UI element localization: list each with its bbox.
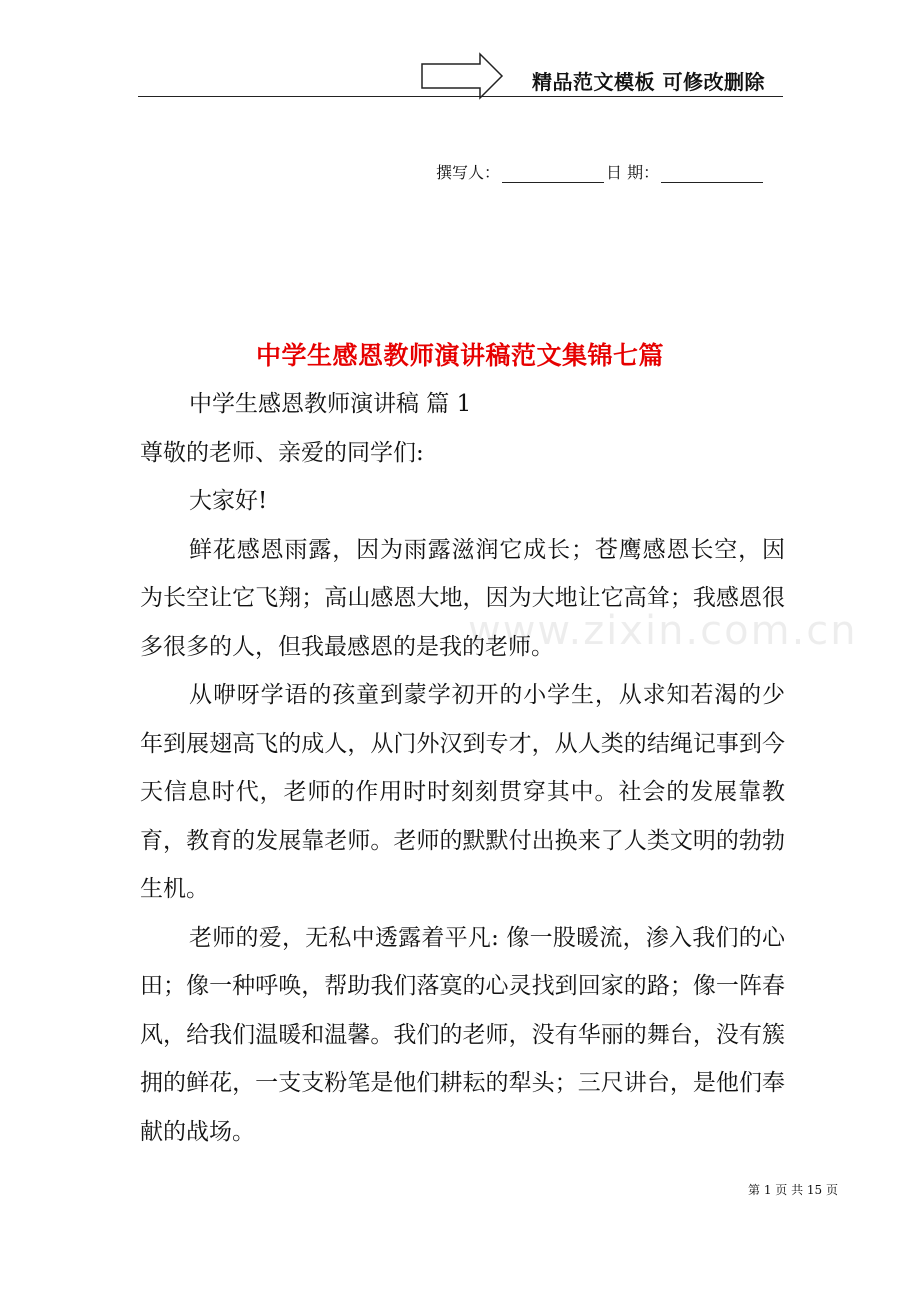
paragraph: 鲜花感恩雨露，因为雨露滋润它成长；苍鹰感恩长空，因为长空让它飞翔；高山感恩大地，因为大地让它高耸；我感恩很多很多的人，但我最感恩的是我的老师。 [140,536,785,660]
date-label: 日 期： [606,163,660,182]
page-footer: 第 1 页 共 15 页 [748,1183,838,1197]
document-subtitle: 中学生感恩教师演讲稿 篇 1 [189,391,472,417]
date-blank [661,164,763,183]
paragraph: 老师的爱，无私中透露着平凡: 像一股暖流，渗入我们的心田；像一种呼唤，帮助我们落寞的心灵找到回家的路；像一阵春风，给我们温暖和温馨。我们的老师，没有华丽的舞台，没有簇拥的鲜花，一支支粉笔是他们耕耘的犁头；三尺讲台，是他们奉献的战场。 [140,924,785,1145]
salutation: 尊敬的老师、亲爱的同学们: [140,439,424,466]
right-arrow-icon [420,52,506,100]
document-title: 中学生感恩教师演讲稿范文集锦七篇 [255,341,664,370]
author-blank [502,164,604,183]
greeting: 大家好! [189,488,268,514]
author-label: 撰写人： [436,163,501,182]
watermark: www.zixin.com.cn [468,608,858,654]
document-body [140,380,785,1156]
paragraph: 从咿呀学语的孩童到蒙学初开的小学生，从求知若渴的少年到展翅高飞的成人，从门外汉到专才，从人类的结绳记事到今天信息时代，老师的作用时时刻刻贯穿其中。社会的发展靠教育，教育的发展靠老师。老师的默默付出换来了人类文明的勃勃生机。 [140,682,785,902]
header-divider [138,96,783,97]
meta-row [436,160,765,183]
header-tagline: 精品范文模板 可修改删除 [532,70,765,94]
